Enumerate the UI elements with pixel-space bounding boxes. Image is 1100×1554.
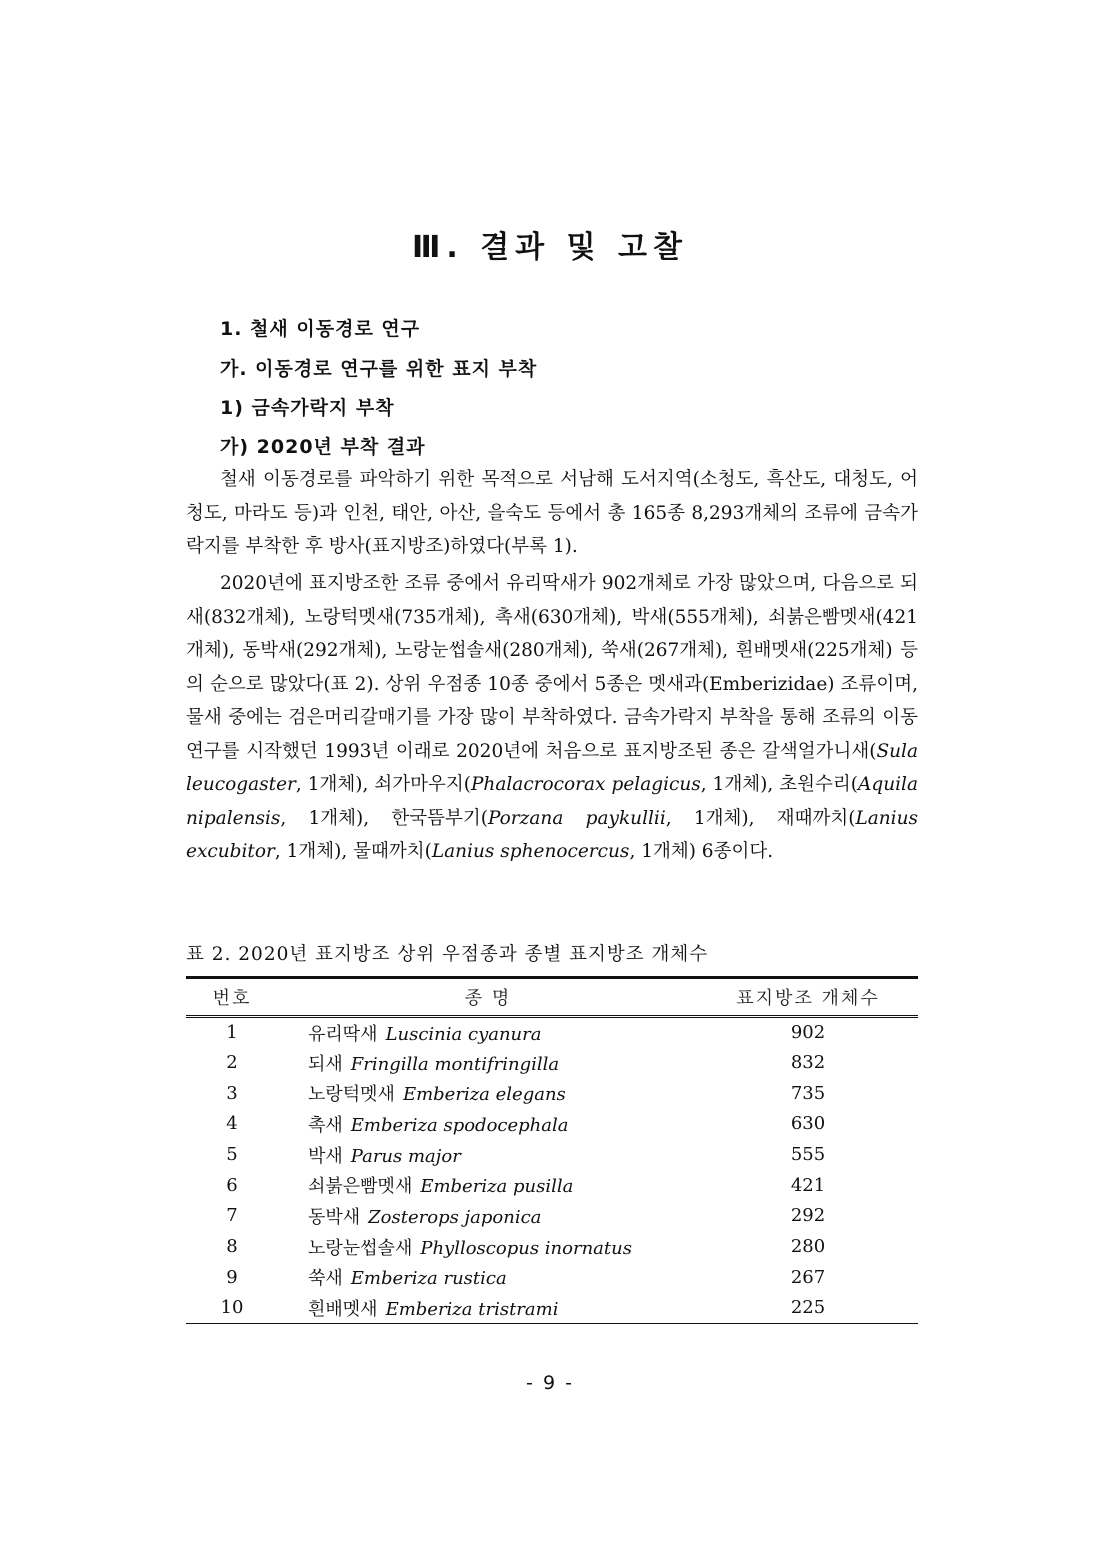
- table-caption: 표 2. 2020년 표지방조 상위 우점종과 종별 표지방조 개체수: [186, 944, 709, 965]
- korean-name: 박새: [308, 1145, 343, 1167]
- row-number: 10: [186, 1293, 278, 1324]
- row-species: [278, 1109, 698, 1140]
- paragraph-2-intro: 2020년에 표지방조한 조류 중에서 유리딱새가 902개체로 가장 많았으며, 다음으로 되새(832개체), 노랑턱멧새(735개체), 촉새(630개체), 박새(555개체), 쇠붉은빰멧새(421개체), 동박새(292개체), 노랑눈썹솔새(280개체), 쑥새(267개체), 흰배멧새(225개체) 등의 순으로 많았다(표 2). 상위 우점종 10종 중에서 5종은 멧새과(Emberizidae) 조류이며, 물새 중에는 검은머리갈매기를 가장 많이 부착하였다. 금속가락지 부착을 통해 조류의 이동연구를 시작했던 1993년 이래로 2020년에 처음으로 표지방조된 종은 갈색얼가니새(: [186, 573, 918, 762]
- scientific-name: Emberiza pusilla: [420, 1176, 574, 1198]
- paragraph-2: [186, 567, 918, 869]
- row-count: 735: [790, 1082, 826, 1104]
- row-number: 2: [226, 1052, 238, 1074]
- paragraph-2-text-part: , 1개체), 물때까치(: [274, 841, 432, 862]
- korean-name: 쑥새: [308, 1268, 343, 1290]
- paragraph-2-text-part: , 1개체), 한국뜸부기(: [280, 807, 488, 829]
- row-species: [278, 1293, 698, 1324]
- row-number: 5: [226, 1144, 238, 1166]
- paragraph-2-text-part: , 1개체), 초원수리(: [700, 774, 859, 795]
- row-species: [278, 1262, 698, 1293]
- table-row: [186, 1231, 918, 1262]
- korean-name: 노랑눈썹솔새: [308, 1237, 413, 1259]
- table-row: [186, 1109, 918, 1140]
- row-count: 832: [790, 1052, 826, 1074]
- row-species: [278, 1231, 698, 1262]
- scientific-name: Emberiza spodocephala: [350, 1114, 569, 1136]
- table-row: [186, 1139, 918, 1170]
- scientific-name: Parus major: [350, 1145, 461, 1167]
- table-row: [186, 1293, 918, 1324]
- scientific-name: Fringilla montifringilla: [350, 1053, 560, 1075]
- species-name: Lanius sphenocercus: [431, 841, 630, 862]
- header-count: 표지방조 개체수: [698, 978, 918, 1017]
- row-count: 225: [698, 1293, 918, 1324]
- table-row: [186, 1078, 918, 1109]
- table-row: [186, 1262, 918, 1293]
- row-number: 7: [226, 1205, 238, 1227]
- table-body: [186, 1017, 918, 1324]
- row-count: 902: [790, 1022, 826, 1044]
- row-number: 1: [226, 1022, 238, 1044]
- subsubsection-heading: 1) 금속가락지 부착: [220, 397, 395, 419]
- table-row: [186, 1017, 918, 1048]
- korean-name: 흰배멧새: [308, 1298, 378, 1320]
- row-count: 630: [790, 1113, 826, 1135]
- species-name: Lanius excubitor: [186, 807, 918, 862]
- scientific-name: Emberiza rustica: [350, 1268, 507, 1290]
- section-heading: 1. 철새 이동경로 연구: [220, 318, 421, 340]
- row-species: [278, 1201, 698, 1232]
- species-name: Phalacrocorax pelagicus: [470, 774, 701, 795]
- item-heading: 가) 2020년 부착 결과: [220, 436, 426, 458]
- table-row: [186, 1047, 918, 1078]
- korean-name: 쇠붉은빰멧새: [308, 1176, 413, 1198]
- row-number: 3: [226, 1082, 238, 1104]
- scientific-name: Emberiza elegans: [402, 1084, 566, 1106]
- paragraph-2-text-part: , 1개체), 재때까치(: [665, 807, 856, 829]
- row-count: 421: [790, 1174, 826, 1196]
- species-table: [186, 976, 918, 1324]
- row-species: [278, 1017, 698, 1048]
- paragraph-1-text: 철새 이동경로를 파악하기 위한 목적으로 서남해 도서지역(소청도, 흑산도, 대청도, 어청도, 마라도 등)과 인천, 태안, 아산, 을숙도 등에서 총 165종 8,293개체의 조류에 금속가락지를 부착한 후 방사(표지방조)하였다(부록 1).: [186, 469, 918, 557]
- korean-name: 노랑턱멧새: [308, 1084, 395, 1106]
- row-count: 292: [790, 1205, 826, 1227]
- scientific-name: Luscinia cyanura: [385, 1023, 542, 1045]
- chapter-title: Ⅲ. 결과 및 고찰: [412, 230, 688, 265]
- row-species: [278, 1047, 698, 1078]
- row-number: 9: [226, 1266, 238, 1288]
- paragraph-2-text-part: , 1개체), 쇠가마우지(: [295, 774, 471, 795]
- table-header-row: [186, 978, 918, 1017]
- korean-name: 되새: [308, 1053, 343, 1075]
- row-species: [278, 1170, 698, 1201]
- paragraph-1: [186, 463, 918, 564]
- row-species: [278, 1139, 698, 1170]
- korean-name: 동박새: [308, 1206, 361, 1228]
- row-number: 8: [226, 1236, 238, 1258]
- korean-name: 촉새: [308, 1114, 343, 1136]
- scientific-name: Zosterops japonica: [368, 1206, 542, 1228]
- paragraph-2-text: [186, 567, 918, 869]
- paragraph-2-text-part: , 1개체) 6종이다.: [629, 841, 774, 862]
- row-species: [278, 1078, 698, 1109]
- scientific-name: Emberiza tristrami: [385, 1298, 559, 1320]
- header-number: 번호: [186, 978, 278, 1017]
- row-count: 555: [790, 1144, 826, 1166]
- header-species: 종 명: [278, 978, 698, 1017]
- row-count: 267: [790, 1266, 826, 1288]
- species-name: Aquila nipalensis: [186, 774, 918, 829]
- table-row: [186, 1170, 918, 1201]
- species-name: Sula leucogaster: [186, 740, 918, 795]
- row-count: 280: [790, 1236, 826, 1258]
- scientific-name: Phylloscopus inornatus: [420, 1237, 632, 1259]
- row-number: 4: [226, 1113, 238, 1135]
- species-name: Porzana paykullii: [487, 807, 666, 829]
- page-number: - 9 -: [526, 1372, 574, 1394]
- row-number: 6: [226, 1174, 238, 1196]
- subsection-heading: 가. 이동경로 연구를 위한 표지 부착: [220, 358, 538, 380]
- korean-name: 유리딱새: [308, 1023, 378, 1045]
- table-row: [186, 1201, 918, 1232]
